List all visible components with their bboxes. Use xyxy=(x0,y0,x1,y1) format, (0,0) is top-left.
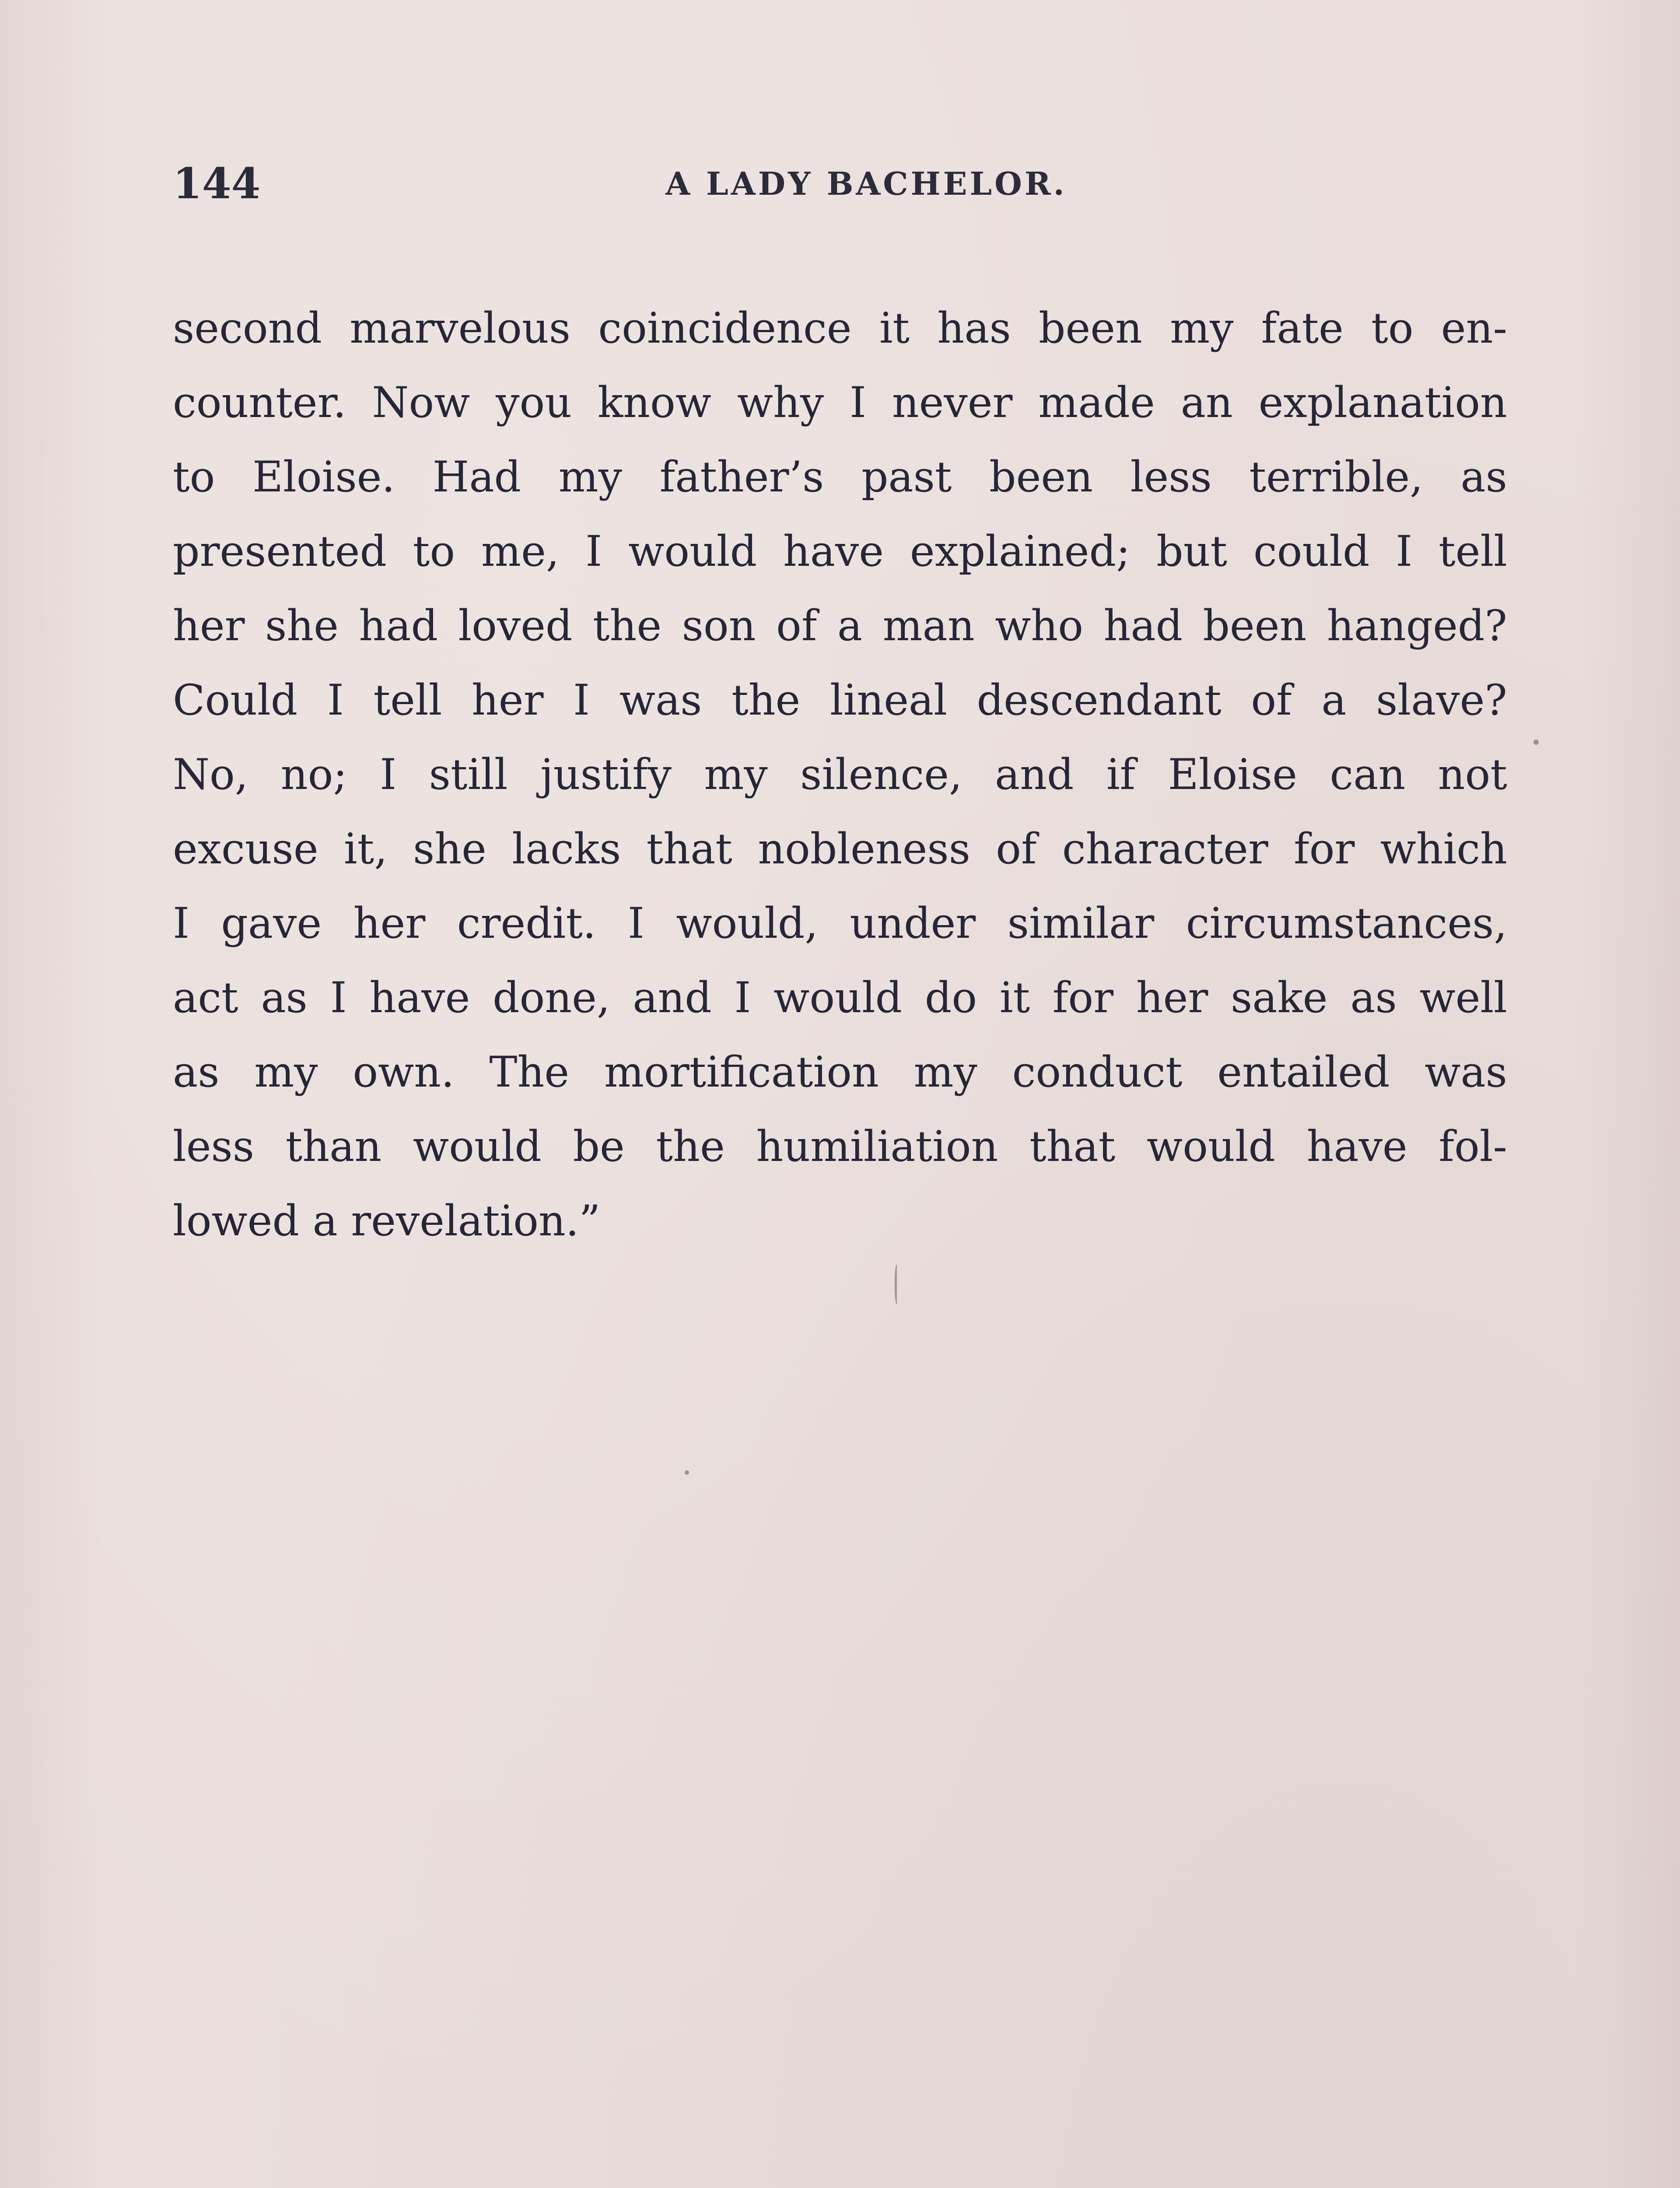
text-line: I gave her credit. I would, under similar circumstances, xyxy=(173,899,1507,948)
text-line: lowed a revelation.” xyxy=(173,1196,601,1245)
text-line: act as I have done, and I would do it for her sake as well xyxy=(173,973,1507,1022)
text-line: her she had loved the son of a man who had been hanged? xyxy=(173,601,1507,650)
text-line: to Eloise. Had my father’s past been less terrible, as xyxy=(173,452,1507,501)
text-line: second marvelous coincidence it has been my fate to en- xyxy=(173,304,1507,353)
paper-speck xyxy=(1533,740,1539,745)
text-line: less than would be the humiliation that would have fol- xyxy=(173,1122,1507,1171)
text-line: Could I tell her I was the lineal descendant of a slave? xyxy=(173,676,1507,725)
paper-mark xyxy=(895,1265,900,1304)
text-line: presented to me, I would have explained; but could I tell xyxy=(173,527,1507,576)
paper-speck xyxy=(685,1470,689,1475)
body-text xyxy=(173,291,1507,1258)
text-line: excuse it, she lacks that nobleness of character for which xyxy=(173,824,1507,873)
text-line: as my own. The mortification my conduct entailed was xyxy=(173,1048,1507,1097)
text-line: No, no; I still justify my silence, and if Eloise can not xyxy=(173,750,1507,799)
page-number: 144 xyxy=(173,159,261,208)
running-head: A LADY BACHELOR. xyxy=(665,165,1067,202)
page-header xyxy=(173,155,1507,212)
text-line: counter. Now you know why I never made an explanation xyxy=(173,378,1507,427)
